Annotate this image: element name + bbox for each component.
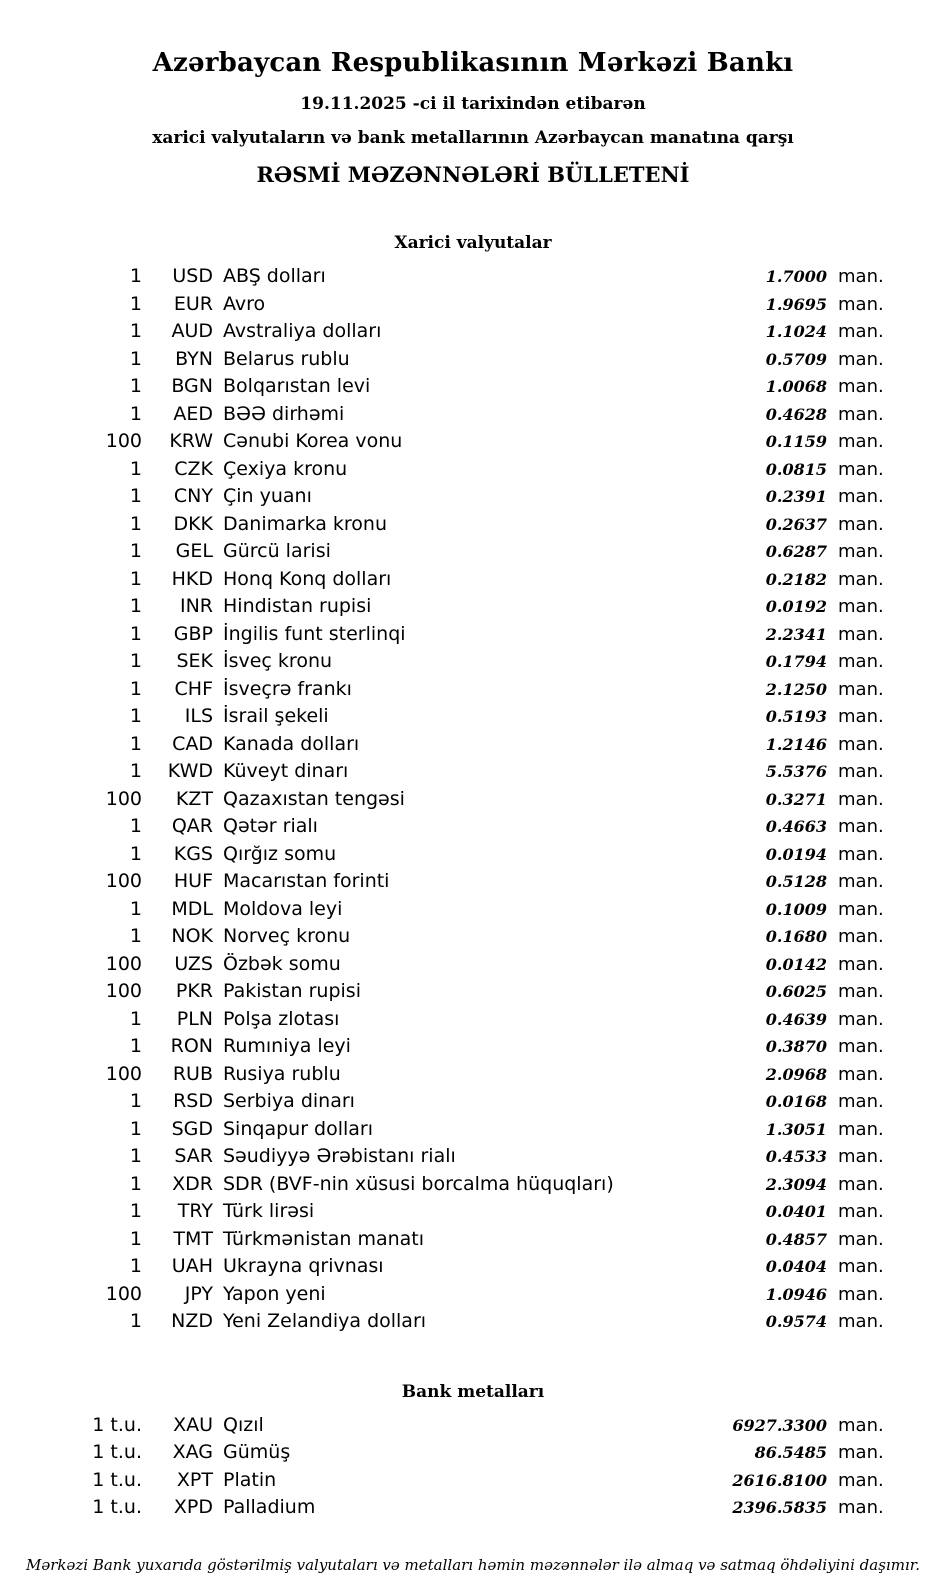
currency-amount: 1 [129,512,142,535]
table-row [50,483,896,511]
currency-name: BƏƏ dirhəmi [223,402,345,425]
table-row [50,318,896,346]
metal-rates-table [50,1412,896,1522]
effective-date-line: 19.11.2025 -ci il tarixindən etibarən [300,94,646,114]
currency-code: AUD [171,320,213,342]
currency-rate: 0.4663 [765,817,827,836]
table-row [50,786,896,814]
currency-name: Hindistan rupisi [223,595,372,617]
table-row [50,868,896,896]
currency-code: JPY [184,1282,213,1305]
metal-rate: 86.5485 [754,1443,827,1462]
currency-code: TRY [177,1200,213,1222]
currency-rate: 1.1024 [765,322,827,341]
table-row [50,1143,896,1171]
metal-amount: 1 t.u. [92,1441,142,1463]
table-row [50,1412,896,1440]
currency-unit: man. [838,706,884,727]
table-row [50,1088,896,1116]
currency-rate: 0.4533 [765,1147,827,1166]
currency-name: Moldova leyi [223,897,343,920]
currency-amount: 1 [129,705,142,727]
table-row [50,456,896,484]
currency-rate: 1.0068 [765,377,827,396]
currency-unit: man. [838,1008,884,1030]
currency-rate: 0.1680 [765,927,827,946]
table-row [50,703,896,731]
currency-name: Macarıstan forinti [223,870,390,892]
metal-name: Platin [223,1468,277,1491]
currency-amount: 1 [129,402,142,425]
table-row [50,1308,896,1336]
currency-rate: 1.7000 [765,267,827,286]
currency-name: Türkmənistan manatı [223,1227,425,1250]
currency-unit: man. [838,623,884,645]
currency-code: BYN [175,347,213,370]
currency-code: RUB [172,1062,213,1085]
table-row [50,731,896,759]
currency-unit: man. [838,761,884,782]
currency-unit: man. [838,431,884,452]
currency-rate: 2.0968 [765,1064,827,1084]
metal-name: Qızıl [223,1413,264,1436]
currency-unit: man. [838,733,884,755]
table-row [50,1171,896,1199]
currency-amount: 1 [129,540,142,562]
currency-name: Serbiya dinarı [223,1090,355,1112]
currency-name: Yapon yeni [223,1282,326,1305]
table-row [50,1061,896,1089]
section-title-currencies: Xarici valyutalar [394,233,552,253]
metal-name: Gümüş [223,1441,291,1463]
currency-unit: man. [838,1173,884,1195]
table-row [50,1439,896,1467]
currency-name: ABŞ dolları [223,265,326,287]
currency-name: Ukrayna qrivnası [223,1255,384,1277]
currency-rate: 0.1009 [765,899,827,919]
table-row [50,648,896,676]
page-title: Azərbaycan Respublikasının Mərkəzi Bankı [152,48,794,78]
currency-name: Polşa zlotası [223,1007,340,1030]
table-row [50,593,896,621]
currency-unit: man. [838,1091,884,1112]
currency-unit: man. [838,568,884,590]
table-row [50,758,896,786]
metal-code: XPT [176,1468,213,1491]
table-row [50,1006,896,1034]
currency-code: RON [170,1035,213,1057]
metal-amount: 1 t.u. [92,1413,142,1436]
currency-rate: 0.5193 [765,707,827,726]
currency-name: İsrail şekeli [223,705,329,727]
table-row [50,373,896,401]
currency-rates-table [50,263,896,1336]
currency-amount: 1 [129,1117,142,1140]
currency-unit: man. [838,1311,884,1332]
currency-amount: 1 [129,842,142,865]
currency-name: Sinqapur dolları [223,1117,374,1140]
currency-name: Cənubi Korea vonu [223,430,403,452]
currency-rate: 0.2637 [765,514,827,534]
currency-unit: man. [838,1146,884,1167]
currency-code: SAR [174,1145,213,1167]
table-row [50,511,896,539]
currency-amount: 1 [129,485,142,507]
currency-rate: 0.4639 [765,1009,827,1029]
currency-name: Bolqarıstan levi [223,375,371,397]
metal-unit: man. [838,1442,884,1463]
currency-amount: 1 [129,1090,142,1112]
currency-code: KGS [173,842,213,865]
footer-disclaimer: Mərkəzi Bank yuxarıda göstərilmiş valyutaları və metalları həmin məzənnələr ilə almaq və satmaq öhdəliyini daşımır. [25,1555,921,1574]
currency-rate: 0.6025 [765,982,827,1001]
table-row [50,951,896,979]
table-row [50,566,896,594]
table-row [50,1116,896,1144]
currency-rate: 0.5128 [765,872,827,891]
currency-unit: man. [838,348,884,370]
currency-code: HUF [173,870,213,892]
currency-amount: 100 [105,1282,142,1305]
currency-code: GEL [175,540,213,562]
currency-rate: 0.3870 [765,1037,827,1056]
currency-rate: 0.1159 [765,432,827,451]
currency-code: INR [179,595,213,617]
currency-name: Türk lirəsi [223,1200,315,1222]
currency-unit: man. [838,458,884,480]
currency-rate: 0.2391 [765,487,827,506]
currency-unit: man. [838,1283,884,1305]
table-row [50,263,896,291]
currency-name: SDR (BVF-nin xüsusi borcalma hüquqları) [223,1172,614,1195]
currency-name: Qırğız somu [223,842,337,865]
currency-rate: 0.0142 [765,954,827,974]
currency-name: Pakistan rupisi [223,980,361,1002]
currency-unit: man. [838,678,884,700]
currency-amount: 100 [105,787,142,810]
currency-code: XDR [172,1172,213,1195]
currency-code: ILS [184,705,213,727]
table-row [50,346,896,374]
currency-amount: 1 [129,622,142,645]
table-row [50,621,896,649]
currency-unit: man. [838,376,884,397]
currency-unit: man. [838,1118,884,1140]
currency-unit: man. [838,1063,884,1085]
table-row [50,1494,896,1522]
currency-amount: 1 [129,650,142,672]
currency-name: Honq Konq dolları [223,567,392,590]
currency-unit: man. [838,816,884,837]
currency-amount: 1 [129,375,142,397]
currency-name: Gürcü larisi [223,540,331,562]
currency-name: Danimarka kronu [223,512,388,535]
currency-amount: 100 [105,430,142,452]
currency-amount: 1 [129,1172,142,1195]
currency-rate: 0.0168 [765,1092,827,1111]
document-subtitle: xarici valyutaların və bank metallarının Azərbaycan manatına qarşı [152,128,794,148]
metal-code: XAG [172,1441,213,1463]
currency-code: PKR [175,980,213,1002]
table-row [50,291,896,319]
currency-amount: 1 [129,567,142,590]
currency-name: Avstraliya dolları [223,320,382,342]
currency-amount: 1 [129,292,142,315]
currency-rate: 0.4857 [765,1229,827,1249]
currency-unit: man. [838,403,884,425]
currency-code: SEK [176,650,213,672]
currency-amount: 1 [129,265,142,287]
currency-unit: man. [838,1228,884,1250]
currency-unit: man. [838,266,884,287]
currency-rate: 0.0815 [765,459,827,479]
currency-rate: 1.2146 [765,734,827,754]
currency-name: Qazaxıstan tengəsi [223,787,405,810]
currency-name: Yeni Zelandiya dolları [223,1310,427,1332]
currency-unit: man. [838,1036,884,1057]
currency-code: GBP [173,622,213,645]
currency-rate: 1.9695 [765,294,827,314]
currency-amount: 1 [129,1007,142,1030]
currency-amount: 1 [129,457,142,480]
currency-rate: 0.6287 [765,542,827,561]
metals-section [0,1382,946,1522]
currency-name: Rumıniya leyi [223,1035,351,1057]
currency-rate: 0.0401 [765,1202,827,1221]
currency-code: MDL [171,897,213,920]
currency-code: KWD [167,760,213,782]
currency-amount: 1 [129,1035,142,1057]
metal-code: XAU [173,1413,213,1436]
currency-amount: 100 [105,870,142,892]
metal-unit: man. [838,1469,884,1491]
table-row [50,401,896,429]
currency-code: UZS [174,952,213,975]
currency-code: PLN [176,1007,213,1030]
currency-amount: 1 [129,320,142,342]
currency-unit: man. [838,953,884,975]
currency-unit: man. [838,651,884,672]
currency-rate: 0.0192 [765,597,827,616]
currency-code: KRW [169,430,213,452]
currency-unit: man. [838,871,884,892]
currency-unit: man. [838,293,884,315]
currency-name: Norveç kronu [223,925,351,947]
currency-unit: man. [838,898,884,920]
currency-amount: 1 [129,1200,142,1222]
currency-code: QAR [171,815,213,837]
table-row [50,923,896,951]
currency-name: Səudiyyə Ərəbistanı rialı [223,1145,456,1167]
table-row [50,1467,896,1495]
currency-unit: man. [838,1201,884,1222]
currency-rate: 2.1250 [765,679,827,699]
currency-amount: 1 [129,897,142,920]
currency-unit: man. [838,513,884,535]
currency-rate: 1.0946 [765,1284,827,1304]
currency-name: İngilis funt sterlinqi [223,622,406,645]
currency-amount: 1 [129,1310,142,1332]
currency-rate: 0.5709 [765,349,827,369]
currency-amount: 1 [129,347,142,370]
currency-amount: 1 [129,815,142,837]
currency-rate: 2.2341 [765,624,827,644]
currency-unit: man. [838,321,884,342]
currency-rate: 0.9574 [765,1312,827,1331]
currency-code: KZT [175,787,213,810]
currency-code: CNY [173,485,213,507]
table-row [50,1198,896,1226]
currency-code: UAH [171,1255,213,1277]
currency-code: CAD [172,732,213,755]
currency-name: Avro [223,292,266,315]
metal-unit: man. [838,1497,884,1518]
currency-name: Kanada dolları [223,732,360,755]
currency-code: HKD [171,567,213,590]
currency-rate: 1.3051 [765,1119,827,1139]
currency-amount: 100 [105,952,142,975]
metal-unit: man. [838,1414,884,1436]
currency-unit: man. [838,596,884,617]
currency-code: AED [173,402,213,425]
currency-rate: 5.5376 [765,762,827,781]
table-row [50,428,896,456]
currency-unit: man. [838,541,884,562]
currency-rate: 0.4628 [765,404,827,424]
currency-name: Özbək somu [223,952,341,975]
currency-rate: 0.0194 [765,844,827,864]
currency-rate: 2.3094 [765,1174,827,1194]
currency-code: BGN [171,375,213,397]
currency-amount: 100 [105,1062,142,1085]
table-row [50,978,896,1006]
currency-amount: 1 [129,595,142,617]
currency-code: RSD [173,1090,213,1112]
currency-rate: 0.0404 [765,1257,827,1276]
table-row [50,896,896,924]
table-row [50,841,896,869]
currency-code: SGD [171,1117,213,1140]
metal-amount: 1 t.u. [92,1496,142,1518]
currency-unit: man. [838,981,884,1002]
metal-rows-body [50,1412,896,1522]
table-row [50,676,896,704]
currency-amount: 1 [129,1145,142,1167]
currency-name: Rusiya rublu [223,1062,341,1085]
currency-code: TMT [173,1227,213,1250]
currency-amount: 1 [129,1255,142,1277]
currency-unit: man. [838,788,884,810]
currency-name: İsveç kronu [223,650,333,672]
table-row [50,813,896,841]
table-row [50,1033,896,1061]
bulletin-heading: RƏSMİ MƏZƏNNƏLƏRİ BÜLLETENİ [256,162,690,187]
currency-amount: 100 [105,980,142,1002]
currency-code: NOK [171,925,213,947]
currency-amount: 1 [129,677,142,700]
currency-name: Çexiya kronu [223,457,348,480]
table-row [50,1226,896,1254]
currency-amount: 1 [129,760,142,782]
currency-name: Belarus rublu [223,347,350,370]
metal-rate: 2616.8100 [732,1470,827,1490]
currency-amount: 1 [129,732,142,755]
currency-code: CZK [174,457,213,480]
section-title-metals: Bank metalları [401,1381,545,1402]
currency-code: EUR [173,292,213,315]
currency-unit: man. [838,486,884,507]
currency-unit: man. [838,926,884,947]
currency-rate: 0.1794 [765,652,827,671]
table-row [50,1253,896,1281]
currency-unit: man. [838,1256,884,1277]
currency-name: İsveçrə frankı [223,677,352,700]
currency-rate: 0.2182 [765,569,827,589]
currency-code: DKK [173,512,213,535]
currency-code: USD [172,265,213,287]
table-row [50,538,896,566]
metal-rate: 6927.3300 [732,1415,827,1435]
metal-name: Palladium [223,1496,316,1518]
metal-code: XPD [173,1496,213,1518]
metal-amount: 1 t.u. [92,1468,142,1491]
metal-rate: 2396.5835 [732,1498,827,1517]
currency-code: NZD [171,1310,213,1332]
table-row [50,1281,896,1309]
currency-code: CHF [174,677,213,700]
document-header [0,0,946,187]
currency-name: Küveyt dinarı [223,760,349,782]
currency-rows-body [50,263,896,1336]
currency-name: Çin yuanı [223,485,312,507]
currency-amount: 1 [129,1227,142,1250]
currency-unit: man. [838,843,884,865]
currency-amount: 1 [129,925,142,947]
currency-name: Qətər rialı [223,815,318,837]
currency-rate: 0.3271 [765,789,827,809]
